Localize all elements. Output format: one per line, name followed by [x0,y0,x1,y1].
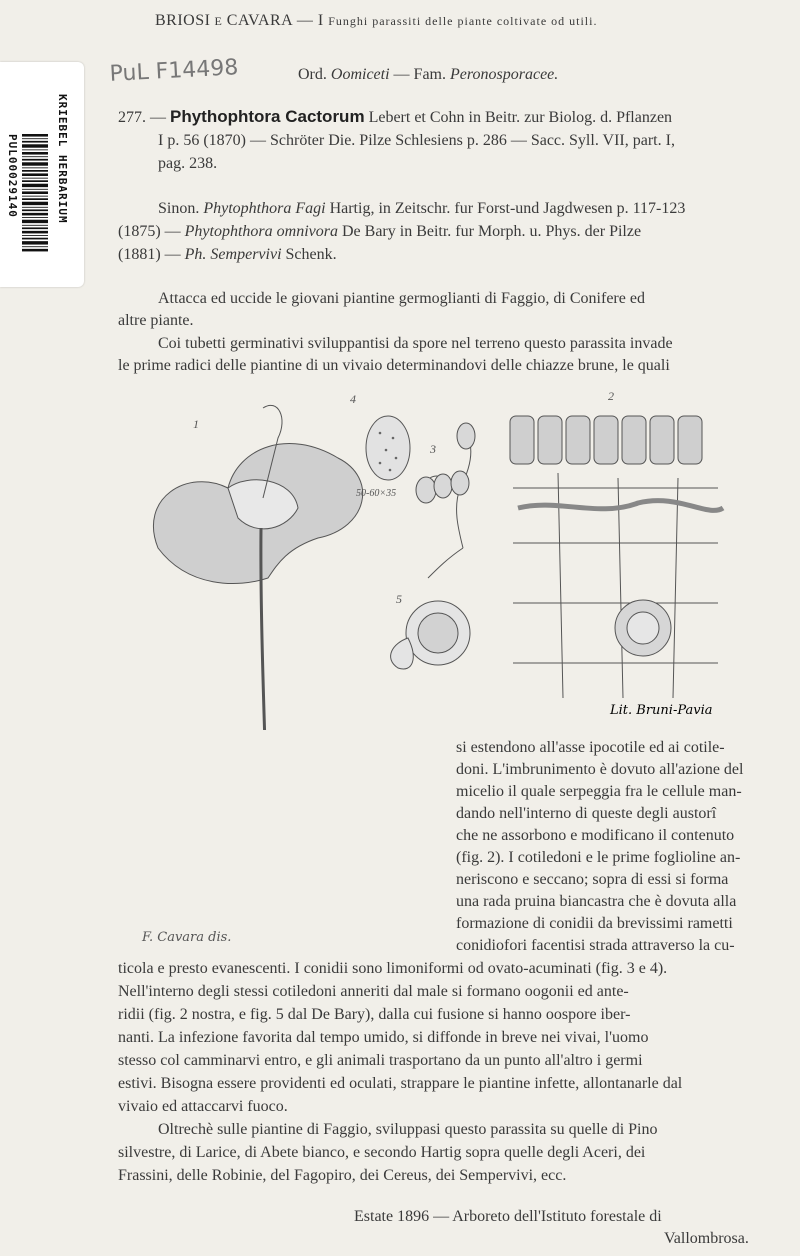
synonym-name-2: Phytophthora omnivora [184,223,338,240]
entry-line-1 [118,106,790,129]
synonym-line-2 [118,221,641,243]
synonym-citation-3: Schenk. [285,246,337,263]
column-line: neriscono e seccano; sopra di essi si forma [456,871,729,888]
column-line: si estendono all'asse ipocotile ed ai cotile- [456,739,725,756]
body-line: stesso col camminarvi entro, e gli animali trasportano da un punto all'altro i germi [118,1052,643,1069]
conidium-drawing [366,416,410,480]
collection-locality-2: Vallombrosa. [664,1230,749,1247]
synonym-line-3 [118,244,337,266]
lithographer-signature: Lit. Bruni-Pavia [610,703,713,718]
synonym-name-1: Phytophthora Fagi [203,200,326,217]
body-p2-line-2: le prime radici delle piantine di un vivaio determinandovi delle chiazze brune, le quali [118,357,670,374]
body-line: Frassini, delle Robinie, del Fagopiro, dei Cereus, dei Sempervivi, ecc. [118,1167,567,1184]
header-title: Funghi parassiti delle piante coltivate od utili. [328,14,598,28]
artist-signature: F. Cavara dis. [142,930,232,945]
column-line: una rada pruina biancastra che è dovuta alla [456,893,737,910]
column-line: conidiofori facentisi strada attraverso la cu- [456,937,735,954]
synonym-line-1 [158,198,685,220]
header-author2: CAVARA [226,12,293,29]
fam-label: Fam. [413,66,446,83]
synonym-citation-2: De Bary in Beitr. fur Morph. u. Phys. der Pilze [341,223,642,240]
species-title: Phythophtora Cactorum [170,107,365,126]
handwritten-accession: PuL F14498 [109,55,239,87]
fam-name: Peronosporacee. [450,66,559,83]
tissue-section-drawing [506,413,724,698]
body-p2-line-1: Coi tubetti germinativi sviluppantisi da spore nel terreno questo parassita invade [158,335,673,352]
ord-sep: — [389,66,414,83]
synonym-label: Sinon. [158,200,200,217]
fig-num-2: 2 [608,389,614,403]
synonym-citation-1: Hartig, in Zeitschr. fur Forst-und Jagdwesen p. 117-123 [329,200,686,217]
synonym-year-3: (1881) — [118,246,181,263]
body-line: estivi. Bisogna essere providenti ed oculati, strappare le piantine infette, allontanarle dal [118,1075,683,1092]
classification-line [298,64,558,86]
herbarium-barcode-label [0,62,84,287]
body-line: silvestre, di Larice, di Abete bianco, e secondo Hartig sopra quelle degli Aceri, dei [118,1144,646,1161]
collection-locality: Estate 1896 — Arboreto dell'Istituto forestale di [354,1208,662,1225]
header-author1: BRIOSI [155,12,211,29]
ord-name: Oomiceti [330,66,390,83]
column-line: dando nell'interno di queste degli austorî [456,805,717,822]
header-dash: — I [292,12,329,29]
synonym-name-3: Ph. Sempervivi [184,246,282,263]
body-line: vivaio ed attaccarvi fuoco. [118,1098,288,1115]
running-header [155,10,597,32]
body-line: ridii (fig. 2 nostra, e fig. 5 dal De Bary), dalla cui fusione si hanno oospore iber- [118,1006,631,1023]
body-p1-line-1: Attacca ed uccide le giovani piantine germoglianti di Faggio, di Conifere ed [158,290,645,307]
body-line: ticola e presto evanescenti. I conidii sono limoniformi od ovato-acuminati (fig. 3 e 4). [118,960,668,977]
entry-citation: Lebert et Cohn in Beitr. zur Biolog. d. Pflanzen [368,109,673,126]
column-line: (fig. 2). I cotiledoni e le prime foglioline an- [456,849,741,866]
fig-num-5: 5 [396,592,402,606]
seedling-drawing [153,405,362,730]
conidiophore-drawing [416,423,475,578]
column-line: doni. L'imbrunimento è dovuto all'azione del [456,761,744,778]
barcode-number: PUL00029140 [6,134,19,218]
fig-num-4: 4 [350,392,356,406]
body-p1-line-2: altre piante. [118,312,194,329]
fig-scale: 50-60×35 [356,488,397,499]
fig-num-3: 3 [430,442,436,456]
botanical-plate-illustration [118,378,758,730]
column-line: formazione di conidii da brevissimi rametti [456,915,733,932]
entry-number: 277. — [118,109,166,126]
column-line: micelio il quale serpeggia fra le cellule man- [456,783,742,800]
body-line: Nell'interno degli stessi cotiledoni anneriti dal male si formano oogonii ed ante- [118,983,629,1000]
synonym-year-2: (1875) — [118,223,181,240]
column-line: che ne assorbono e modificano il contenuto [456,827,735,844]
oogonium-drawing [391,601,470,669]
ord-label: Ord. [298,66,327,83]
barcode-icon [22,134,48,254]
body-line: Oltrechè sulle piantine di Faggio, sviluppasi questo parassita su quelle di Pino [158,1121,658,1138]
entry-line-2: I p. 56 (1870) — Schröter Die. Pilze Schlesiens p. 286 — Sacc. Syll. VII, part. I, [158,132,675,149]
body-line: nanti. La infezione favorita dal tempo umido, si diffonde in breve nei vivai, l'uomo [118,1029,649,1046]
herbarium-name: KRIEBEL HERBARIUM [56,94,69,224]
fig-num-1: 1 [193,417,199,431]
header-conj: E [210,14,227,28]
entry-line-3: pag. 238. [158,155,218,172]
